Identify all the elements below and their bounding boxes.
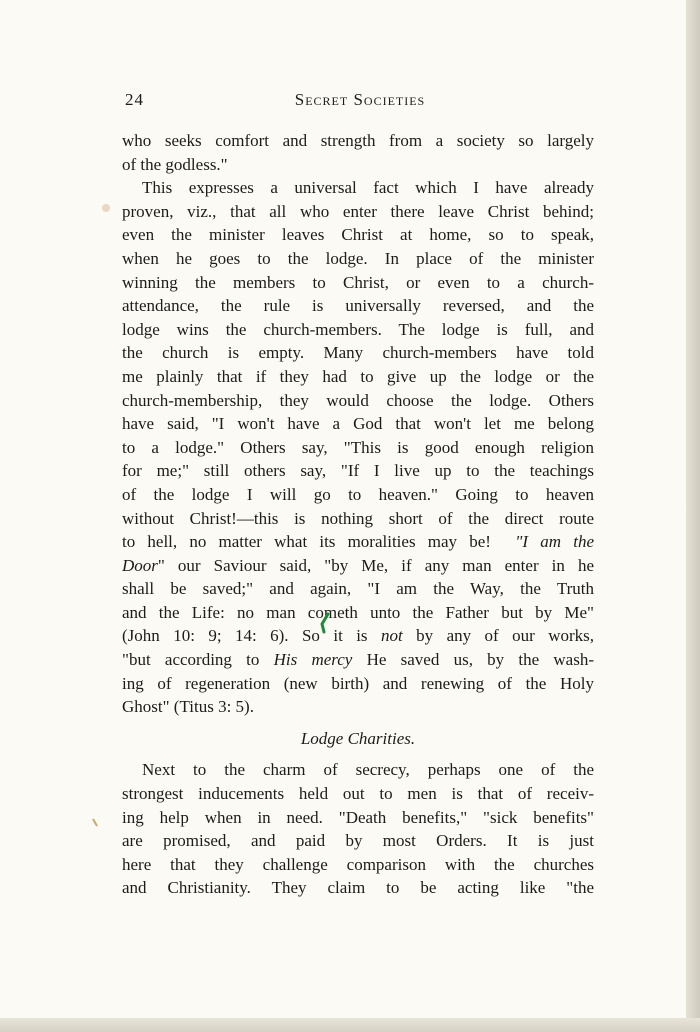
italic-word: not <box>380 626 403 646</box>
text-line: proven, viz., that all who enter there leave Christ behind; <box>122 201 594 221</box>
italic-quote: "I am the <box>515 532 594 552</box>
spacer <box>122 750 594 758</box>
text-segment: " our Saviour said, "by Me, if any man enter in he <box>157 555 594 575</box>
text-segment: "but according to <box>122 650 274 670</box>
text-line: lodge wins the church-members. The lodge is full, and <box>122 319 594 339</box>
text-line: and the Life: no man cometh unto the Father but by Me" <box>122 602 594 622</box>
text-line: strongest inducements held out to men is that of receiv- <box>122 784 594 804</box>
text-line: when he goes to the lodge. In place of the minister <box>122 248 594 268</box>
text-line: church-membership, they would choose the lodge. Others <box>122 390 594 410</box>
text-line <box>122 648 594 672</box>
text-line: This expresses a universal fact which I have already <box>142 178 594 198</box>
text-segment: to hell, no matter what its moralities may be! <box>122 532 491 552</box>
text-line: to a lodge." Others say, "This is good enough religion <box>122 437 594 457</box>
text-line: shall be saved;" and again, "I am the Way, the Truth <box>122 579 594 599</box>
italic-word: His mercy <box>273 650 353 670</box>
text-line: without Christ!—this is nothing short of the direct route <box>122 508 594 528</box>
text-segment: (John 10: 9; 14: 6). So it is <box>122 626 381 646</box>
text-line: have said, "I won't have a God that won't let me belong <box>122 414 594 434</box>
page-number: 24 <box>125 90 144 109</box>
text-segment: by any of our works, <box>402 626 594 646</box>
text-line: ing help when in need. "Death benefits," "sick benefits" <box>122 807 594 827</box>
body-text <box>122 129 594 900</box>
text-line: and Christianity. They claim to be acting like "the <box>122 878 594 898</box>
page-edge-bottom <box>0 1018 700 1032</box>
page-edge-right <box>686 0 700 1032</box>
text-line: for me;" still others say, "If I live up to the teachings <box>122 461 594 481</box>
text-line: of the godless." <box>122 154 228 174</box>
small-tick-mark <box>92 818 98 828</box>
text-line: Next to the charm of secrecy, perhaps one of the <box>142 760 594 780</box>
text-line: attendance, the rule is universally reversed, and the <box>122 296 594 316</box>
text-line: here that they challenge comparison with the churches <box>122 854 594 874</box>
text-line: winning the members to Christ, or even to a church- <box>122 272 594 292</box>
text-line: even the minister leaves Christ at home, so to speak, <box>122 225 594 245</box>
text-line: ing of regeneration (new birth) and renewing of the Holy <box>122 673 594 693</box>
text-line: who seeks comfort and strength from a society so largely <box>122 131 594 150</box>
page-header <box>125 90 595 114</box>
stain-spot <box>100 202 112 214</box>
text-line: Ghost" (Titus 3: 5). <box>122 697 254 717</box>
text-line <box>122 624 594 648</box>
spacer <box>122 719 594 727</box>
green-ink-mark <box>318 612 332 634</box>
text-line <box>122 554 594 578</box>
text-line: the church is empty. Many church-members have told <box>122 343 594 363</box>
section-heading: Lodge Charities. <box>300 728 416 748</box>
running-title: Secret Societies <box>294 90 426 109</box>
italic-word: Door <box>122 555 158 575</box>
text-line: are promised, and paid by most Orders. It is just <box>122 831 594 851</box>
text-segment: He saved us, by the wash- <box>352 650 594 670</box>
text-line: me plainly that if they had to give up the lodge or the <box>122 366 594 386</box>
text-line <box>122 530 594 554</box>
text-line: of the lodge I will go to heaven." Going to heaven <box>122 484 594 504</box>
